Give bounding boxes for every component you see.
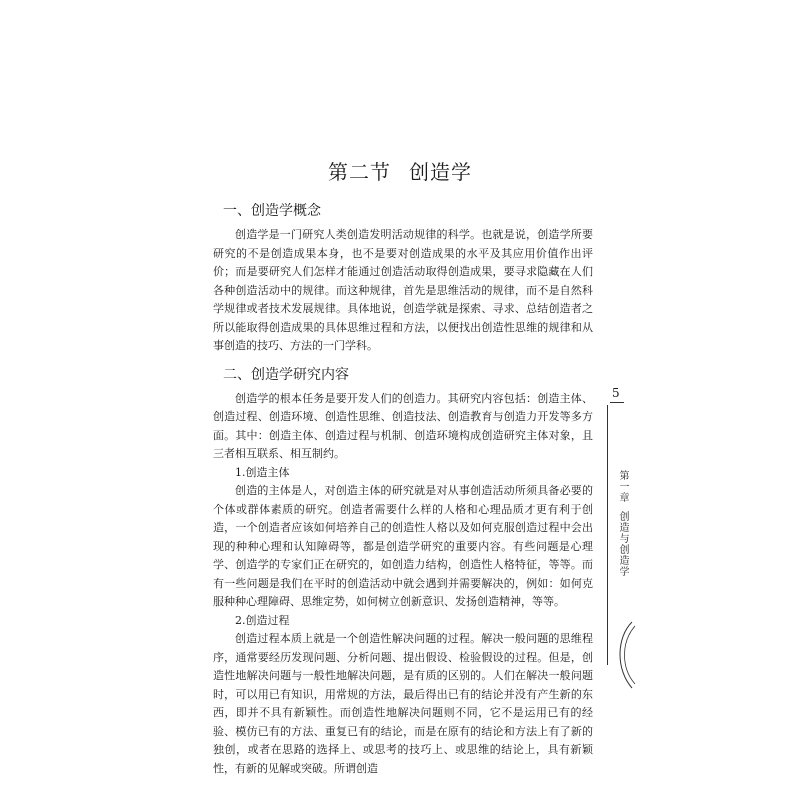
subheading-creative-process: 2.创造过程 bbox=[235, 613, 290, 627]
subheading-creative-subject: 1.创造主体 bbox=[235, 465, 290, 479]
paragraph-concept: 创造学是一门研究人类创造发明活动规律的科学。也就是说，创造学所要研究的不是创造成果本身，也不是要对创造成果的水平及其应用价值作出评价；而是要研究人们怎样才能通过创造活动取得创造成果，要寻求隐藏在人们各种创造活动中的规律。而这种规律，首先是思维活动的规律，而不是自然科学规律或者技术发展规律。具体地说，创造学就是探索、寻求、总结创造者之所以能取得创造成果的具体思维过程和方法，以便找出创造性思维的规律和从事创造的技巧、方法的一门学科。 bbox=[213, 228, 593, 352]
margin-rule bbox=[607, 405, 608, 665]
body-text bbox=[213, 200, 593, 778]
section-title bbox=[0, 156, 800, 185]
paragraph-research-content: 创造学的根本任务是要开发人们的创造力。其研究内容包括：创造主体、创造过程、创造环境、创造性思维、创造技法、创造教育与创造力开发等多方面。其中：创造主体、创造过程与机制、创造环境构成创造研究主体对象，且三者相互联系、相互制约。 bbox=[213, 391, 593, 460]
paragraph-creative-subject: 创造的主体是人，对创造主体的研究就是对从事创造活动所须具备必要的个体或群体素质的研究。创造者需要什么样的人格和心理品质才更有利于创造，一个创造者应该如何培养自己的创造性人格以及如何克服创造过程中会出现的种种心理和认知障碍等，都是创造学研究的重要内容。有些问题是心理学、创造学的专家们正在研究的，如创造力结构，创造性人格特征，等等。而有一些问题是我们在平时的创造活动中就会遇到并需要解决的，例如：如何克服种种心理障碍、思维定势，如何树立创新意识、发扬创造精神，等等。 bbox=[213, 484, 593, 608]
paragraph-creative-process: 创造过程本质上就是一个创造性解决问题的过程。解决一般问题的思维程序，通常要经历发现问题、分析问题、提出假设、检验假设的过程。但是，创造性地解决问题与一般性地解决问题，是有质的区别的。人们在解决一般问题时，可以用已有知识，用常规的方法，最后得出已有的结论并没有产生新的东西，即并不具有新颖性。而创造性地解决问题则不同，它不是运用已有的经验、模仿已有的方法、重复已有的结论，而是在原有的结论和方法上有了新的独创，或者在思路的选择上、或思考的技巧上、或思维的结论上，具有新颖性，有新的见解或突破。所谓创造 bbox=[213, 632, 593, 775]
heading-concept: 一、创造学概念 bbox=[223, 203, 321, 219]
section-number: 第二节 bbox=[328, 160, 391, 184]
running-head bbox=[614, 470, 628, 577]
running-head-chapter: 第一章 bbox=[617, 470, 628, 503]
page-number: 5 bbox=[612, 386, 620, 400]
heading-research-content: 二、创造学研究内容 bbox=[223, 366, 349, 383]
decorative-curve-icon bbox=[612, 620, 636, 690]
running-head-title: 创造与创造学 bbox=[617, 511, 628, 577]
page-number-underline bbox=[610, 402, 624, 403]
section-name: 创造学 bbox=[409, 160, 472, 184]
